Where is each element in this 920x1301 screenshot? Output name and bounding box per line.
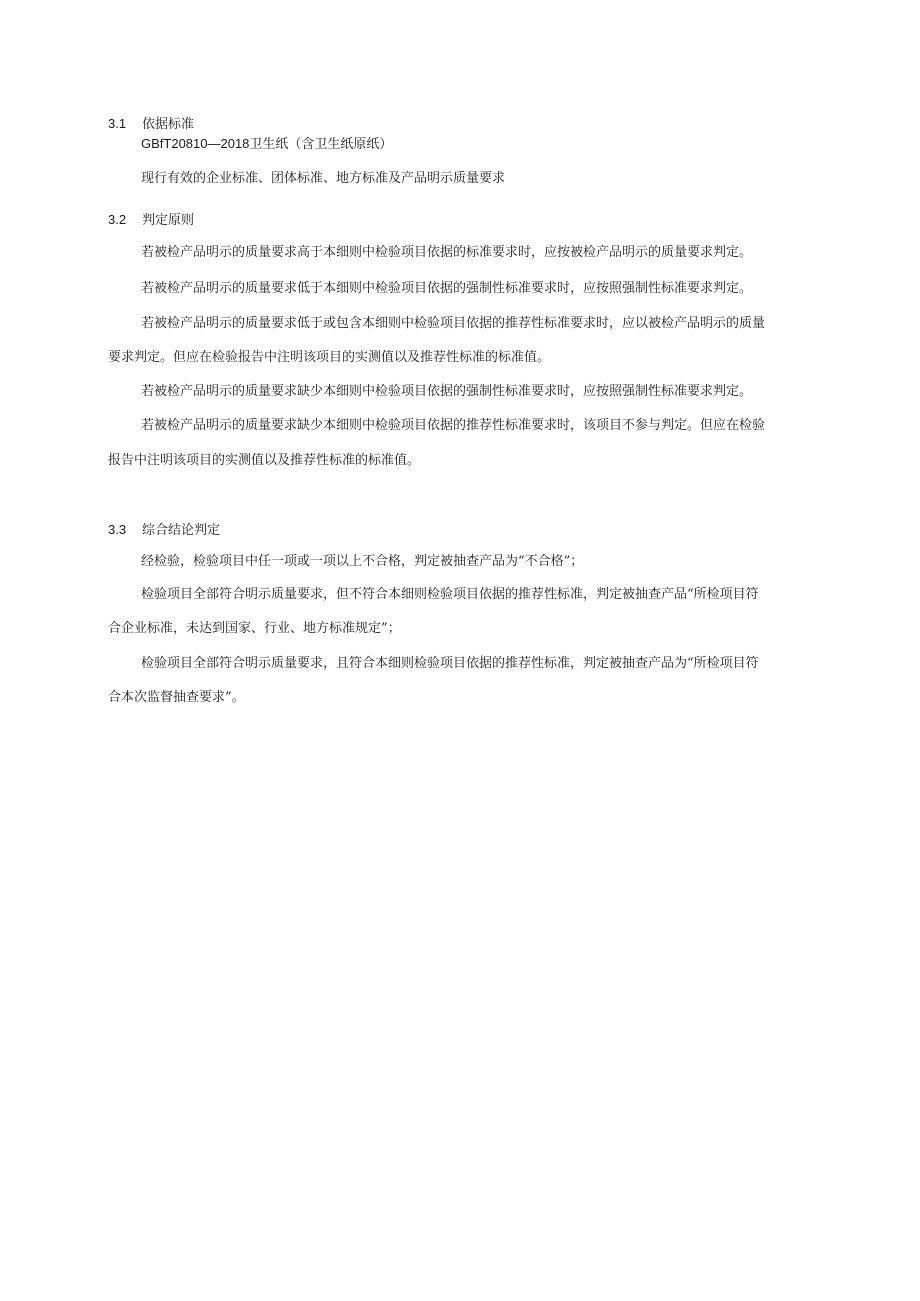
standard-reference: GBfT20810—2018卫生纸（含卫生纸原纸） — [141, 136, 393, 151]
paragraph-line: 检验项目全部符合明示质量要求，但不符合本细则检验项目依据的推荐性标准，判定被抽查产品“所检项目符 — [141, 587, 759, 602]
paragraph-line: 若被检产品明示的质量要求低于本细则中检验项目依据的强制性标准要求时，应按照强制性标准要求判定。 — [141, 281, 753, 296]
paragraph-line: 若被检产品明示的质量要求缺少本细则中检验项目依据的推荐性标准要求时，该项目不参与判定。但应在检验 — [141, 418, 766, 433]
section-title: 综合结论判定 — [142, 523, 221, 538]
section-title: 判定原则 — [142, 213, 195, 228]
section-heading-3-3 — [108, 521, 220, 540]
section-heading-3-2 — [108, 211, 194, 230]
paragraph-line: 经检验，检验项目中任一项或一项以上不合格，判定被抽查产品为“不合格”； — [141, 554, 584, 569]
section-heading-3-1 — [108, 115, 194, 134]
paragraph-line: 若被检产品明示的质量要求缺少本细则中检验项目依据的强制性标准要求时，应按照强制性标准要求判定。 — [141, 384, 753, 399]
section-number: 3.1 — [108, 116, 127, 131]
paragraph-line: 检验项目全部符合明示质量要求，且符合本细则检验项目依据的推荐性标准，判定被抽查产品为“所检项目符 — [141, 656, 759, 671]
paragraph-line: 若被检产品明示的质量要求高于本细则中检验项目依据的标准要求时，应按被检产品明示的质量要求判定。 — [141, 245, 753, 260]
paragraph-line: 若被检产品明示的质量要求低于或包含本细则中检验项目依据的推荐性标准要求时，应以被检产品明示的质量 — [141, 316, 766, 331]
paragraph-line: 要求判定。但应在检验报告中注明该项目的实测值以及推荐性标准的标准值。 — [108, 350, 551, 365]
section-number: 3.2 — [108, 212, 127, 227]
section-number: 3.3 — [108, 522, 127, 537]
paragraph-line: 合本次监督抽查要求”。 — [108, 690, 245, 705]
paragraph-line: 报告中注明该项目的实测值以及推荐性标准的标准值。 — [108, 453, 421, 468]
paragraph-line: 合企业标准，未达到国家、行业、地方标准规定”； — [108, 621, 401, 636]
section-title: 依据标准 — [142, 117, 195, 132]
standard-description: 现行有效的企业标准、团体标准、地方标准及产品明示质量要求 — [141, 171, 506, 186]
